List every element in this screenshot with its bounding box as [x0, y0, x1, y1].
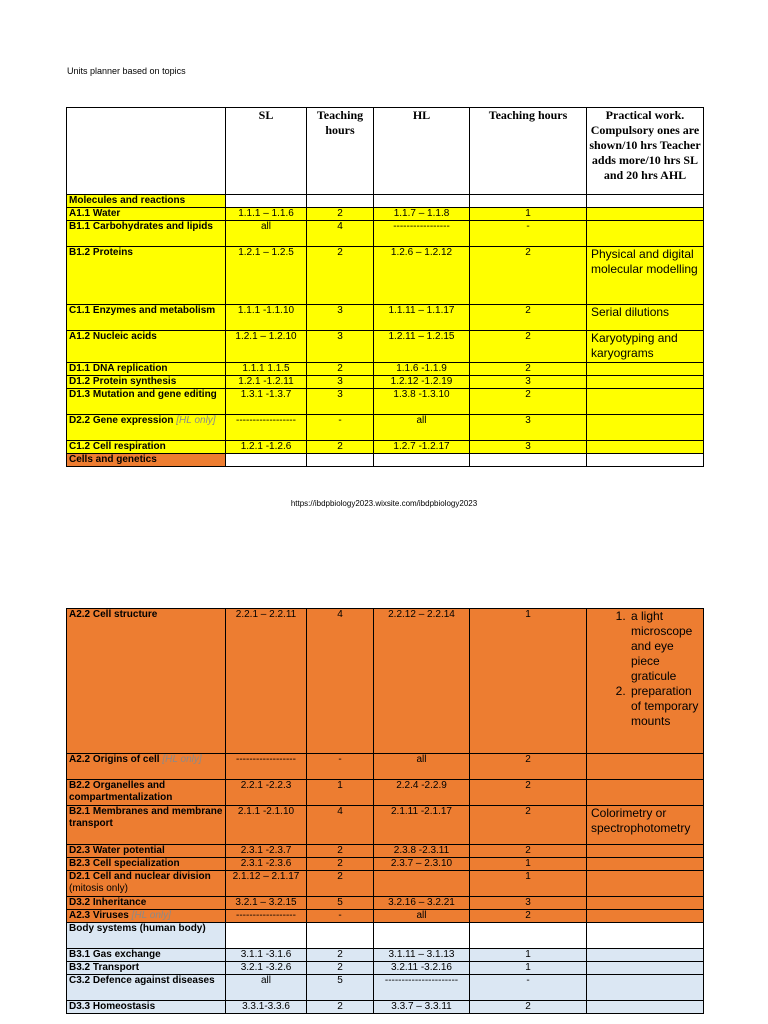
table-row	[67, 845, 704, 858]
hl-hours-cell: 2	[470, 305, 587, 331]
topic-label: D3.3 Homeostasis	[69, 1001, 156, 1012]
topic-label: D2.1 Cell and nuclear division	[69, 871, 211, 882]
section-title: Molecules and reactions	[67, 195, 226, 208]
table-row	[67, 609, 704, 754]
header-sl: SL	[226, 108, 307, 195]
hl-hours-cell: 2	[470, 389, 587, 415]
topic-cell	[67, 962, 226, 975]
units-table-1	[66, 107, 704, 467]
header-topic	[67, 108, 226, 195]
table-row	[67, 305, 704, 331]
table-row	[67, 389, 704, 415]
mitosis-note: (mitosis only)	[69, 883, 128, 894]
sl-range-cell: 1.3.1 -1.3.7	[226, 389, 307, 415]
practical-cell	[587, 754, 704, 780]
table-row	[67, 415, 704, 441]
topic-label: B2.3 Cell specialization	[69, 858, 180, 869]
hl-range-cell: 1.1.6 -1.1.9	[374, 363, 470, 376]
units-table-2	[66, 608, 704, 1014]
hl-range-cell	[374, 871, 470, 897]
section-row	[67, 923, 704, 949]
topic-label: C1.2 Cell respiration	[69, 441, 166, 452]
practical-item: 1. a light microscope and eye piece graticule	[629, 609, 701, 684]
sl-range-cell: 2.1.12 – 2.1.17	[226, 871, 307, 897]
sl-hours-cell: 4	[307, 221, 374, 247]
sl-hours-cell: 3	[307, 331, 374, 363]
topic-cell	[67, 609, 226, 754]
hl-hours-cell: 1	[470, 949, 587, 962]
topic-label: A1.2 Nucleic acids	[69, 331, 157, 342]
table-row	[67, 1001, 704, 1014]
topic-cell	[67, 331, 226, 363]
topic-cell	[67, 806, 226, 845]
hl-range-cell: all	[374, 910, 470, 923]
hl-range-cell: 2.1.11 -2.1.17	[374, 806, 470, 845]
section-title: Body systems (human body)	[67, 923, 226, 949]
sl-hours-cell: 2	[307, 247, 374, 305]
table-row	[67, 363, 704, 376]
sl-hours-cell: -	[307, 415, 374, 441]
table-row	[67, 975, 704, 1001]
hl-hours-cell: -	[470, 221, 587, 247]
practical-cell: Serial dilutions	[587, 305, 704, 331]
sl-range-cell: 1.2.1 – 1.2.5	[226, 247, 307, 305]
hl-hours-cell: 3	[470, 897, 587, 910]
sl-range-cell: 3.1.1 -3.1.6	[226, 949, 307, 962]
hl-hours-cell: 2	[470, 845, 587, 858]
hl-range-cell: 3.2.16 – 3.2.21	[374, 897, 470, 910]
header-hl: HL	[374, 108, 470, 195]
footer-url: https://ibdpbiology2023.wixsite.com/ibdpbiology2023	[290, 499, 478, 508]
sl-hours-cell: 1	[307, 780, 374, 806]
sl-range-cell: ------------------	[226, 415, 307, 441]
hl-range-cell: 1.2.11 – 1.2.15	[374, 331, 470, 363]
practical-cell	[587, 780, 704, 806]
sl-range-cell: 1.1.1 -1.1.10	[226, 305, 307, 331]
hl-range-cell: 2.3.7 – 2.3.10	[374, 858, 470, 871]
topic-cell	[67, 376, 226, 389]
sl-hours-cell: 2	[307, 858, 374, 871]
hl-range-cell: 3.3.7 – 3.3.11	[374, 1001, 470, 1014]
sl-range-cell: ------------------	[226, 754, 307, 780]
table-row	[67, 897, 704, 910]
sl-hours-cell: 2	[307, 962, 374, 975]
hl-hours-cell: 1	[470, 609, 587, 754]
practical-cell: Colorimetry or spectrophotometry	[587, 806, 704, 845]
sl-hours-cell: 2	[307, 441, 374, 454]
topic-label: A1.1 Water	[69, 208, 121, 219]
sl-range-cell: 3.2.1 -3.2.6	[226, 962, 307, 975]
practical-cell	[587, 975, 704, 1001]
table-row	[67, 208, 704, 221]
hl-range-cell: 2.3.8 -2.3.11	[374, 845, 470, 858]
topic-label: C1.1 Enzymes and metabolism	[69, 305, 216, 316]
topic-label: D3.2 Inheritance	[69, 897, 147, 908]
header-teaching-hours-sl: Teaching hours	[307, 108, 374, 195]
sl-range-cell: 2.2.1 – 2.2.11	[226, 609, 307, 754]
topic-cell	[67, 208, 226, 221]
sl-hours-cell: 3	[307, 305, 374, 331]
hl-hours-cell: 1	[470, 962, 587, 975]
sl-hours-cell: 3	[307, 376, 374, 389]
section-row	[67, 195, 704, 208]
sl-hours-cell: 2	[307, 845, 374, 858]
sl-hours-cell: 5	[307, 975, 374, 1001]
table-row	[67, 871, 704, 897]
hl-hours-cell: 3	[470, 376, 587, 389]
hl-range-cell: 1.1.7 – 1.1.8	[374, 208, 470, 221]
topic-label: B3.2 Transport	[69, 962, 140, 973]
practical-cell	[587, 389, 704, 415]
hl-range-cell: 3.1.11 – 3.1.13	[374, 949, 470, 962]
hl-hours-cell: 2	[470, 247, 587, 305]
sl-hours-cell: 5	[307, 897, 374, 910]
topic-cell	[67, 858, 226, 871]
hl-hours-cell: 2	[470, 1001, 587, 1014]
sl-range-cell: 1.2.1 -1.2.6	[226, 441, 307, 454]
hl-range-cell: all	[374, 754, 470, 780]
topic-label: D2.3 Water potential	[69, 845, 165, 856]
topic-label: B2.1 Membranes and membrane transport	[69, 806, 223, 829]
topic-cell	[67, 780, 226, 806]
table-row	[67, 806, 704, 845]
table-row	[67, 331, 704, 363]
hl-hours-cell: 2	[470, 910, 587, 923]
topic-label: D1.1 DNA replication	[69, 363, 168, 374]
topic-cell	[67, 975, 226, 1001]
hl-range-cell: 1.1.11 – 1.1.17	[374, 305, 470, 331]
sl-hours-cell: 4	[307, 609, 374, 754]
practical-cell	[587, 949, 704, 962]
practical-cell	[587, 415, 704, 441]
hl-hours-cell: 3	[470, 415, 587, 441]
sl-range-cell: all	[226, 221, 307, 247]
hl-hours-cell: 2	[470, 780, 587, 806]
topic-cell	[67, 305, 226, 331]
sl-hours-cell: 2	[307, 363, 374, 376]
hl-hours-cell: 1	[470, 871, 587, 897]
sl-range-cell: 1.1.1 – 1.1.6	[226, 208, 307, 221]
topic-label: D1.3 Mutation and gene editing	[69, 389, 217, 400]
topic-cell	[67, 1001, 226, 1014]
hl-only-note: [HL only]	[131, 910, 171, 921]
sl-hours-cell: -	[307, 910, 374, 923]
practical-cell	[587, 208, 704, 221]
sl-range-cell: 2.1.1 -2.1.10	[226, 806, 307, 845]
topic-label: A2.3 Viruses	[69, 910, 129, 921]
table-row	[67, 910, 704, 923]
topic-cell	[67, 441, 226, 454]
hl-range-cell: 1.2.6 – 1.2.12	[374, 247, 470, 305]
sl-range-cell: 1.1.1 1.1.5	[226, 363, 307, 376]
topic-cell	[67, 221, 226, 247]
sl-hours-cell: 2	[307, 871, 374, 897]
sl-hours-cell: 2	[307, 1001, 374, 1014]
hl-range-cell: ----------------------	[374, 975, 470, 1001]
section-title: Cells and genetics	[67, 454, 226, 467]
practical-cell	[587, 363, 704, 376]
topic-cell	[67, 363, 226, 376]
topic-label: B1.1 Carbohydrates and lipids	[69, 221, 213, 232]
topic-cell	[67, 389, 226, 415]
topic-cell	[67, 754, 226, 780]
topic-cell	[67, 247, 226, 305]
sl-range-cell: ------------------	[226, 910, 307, 923]
topic-label: D2.2 Gene expression	[69, 415, 174, 426]
sl-range-cell: all	[226, 975, 307, 1001]
practical-item: 2. preparation of temporary mounts	[629, 684, 701, 729]
hl-hours-cell: 1	[470, 208, 587, 221]
practical-cell	[587, 962, 704, 975]
practical-cell	[587, 441, 704, 454]
sl-range-cell: 2.3.1 -2.3.7	[226, 845, 307, 858]
practical-cell	[587, 858, 704, 871]
sl-hours-cell: 4	[307, 806, 374, 845]
topic-label: A2.2 Cell structure	[69, 609, 158, 620]
topic-cell	[67, 897, 226, 910]
table-row	[67, 962, 704, 975]
sl-range-cell: 1.2.1 -1.2.11	[226, 376, 307, 389]
practical-cell	[587, 910, 704, 923]
practical-cell	[587, 845, 704, 858]
topic-cell	[67, 845, 226, 858]
header-practical-work: Practical work. Compulsory ones are shown/10 hrs Teacher adds more/10 hrs SL and 20 hrs AHL	[587, 108, 704, 195]
hl-range-cell: 1.2.12 -1.2.19	[374, 376, 470, 389]
hl-range-cell: 1.3.8 -1.3.10	[374, 389, 470, 415]
hl-only-note: [HL only]	[176, 415, 216, 426]
topic-cell	[67, 949, 226, 962]
topic-label: B1.2 Proteins	[69, 247, 133, 258]
practical-cell	[587, 1001, 704, 1014]
table-row	[67, 949, 704, 962]
hl-hours-cell: 3	[470, 441, 587, 454]
page-caption: Units planner based on topics	[67, 66, 186, 76]
practical-cell	[587, 871, 704, 897]
hl-range-cell: 3.2.11 -3.2.16	[374, 962, 470, 975]
topic-label: C3.2 Defence against diseases	[69, 975, 215, 986]
table-row	[67, 247, 704, 305]
table-row	[67, 376, 704, 389]
topic-label: B2.2 Organelles and compartmentalization	[69, 780, 173, 803]
topic-label: A2.2 Origins of cell	[69, 754, 160, 765]
table-row	[67, 780, 704, 806]
sl-range-cell: 1.2.1 – 1.2.10	[226, 331, 307, 363]
practical-cell	[587, 609, 704, 754]
topic-cell	[67, 415, 226, 441]
section-row	[67, 454, 704, 467]
sl-hours-cell: 2	[307, 208, 374, 221]
hl-range-cell: 1.2.7 -1.2.17	[374, 441, 470, 454]
hl-hours-cell: 2	[470, 331, 587, 363]
hl-range-cell: 2.2.4 -2.2.9	[374, 780, 470, 806]
sl-range-cell: 2.3.1 -2.3.6	[226, 858, 307, 871]
hl-hours-cell: -	[470, 975, 587, 1001]
practical-cell: Physical and digital molecular modelling	[587, 247, 704, 305]
practical-cell: Karyotyping and karyograms	[587, 331, 704, 363]
hl-range-cell: all	[374, 415, 470, 441]
hl-hours-cell: 1	[470, 858, 587, 871]
table-row	[67, 754, 704, 780]
header-row	[67, 108, 704, 195]
practical-cell	[587, 221, 704, 247]
hl-hours-cell: 2	[470, 363, 587, 376]
topic-cell	[67, 871, 226, 897]
topic-cell	[67, 910, 226, 923]
sl-range-cell: 2.2.1 -2.2.3	[226, 780, 307, 806]
hl-hours-cell: 2	[470, 754, 587, 780]
sl-hours-cell: 3	[307, 389, 374, 415]
sl-hours-cell: 2	[307, 949, 374, 962]
practical-cell	[587, 376, 704, 389]
table-row	[67, 858, 704, 871]
sl-hours-cell: -	[307, 754, 374, 780]
sl-range-cell: 3.2.1 – 3.2.15	[226, 897, 307, 910]
topic-label: D1.2 Protein synthesis	[69, 376, 177, 387]
practical-cell	[587, 897, 704, 910]
sl-range-cell: 3.3.1-3.3.6	[226, 1001, 307, 1014]
topic-label: B3.1 Gas exchange	[69, 949, 161, 960]
header-teaching-hours-hl: Teaching hours	[470, 108, 587, 195]
table-row	[67, 441, 704, 454]
hl-hours-cell: 2	[470, 806, 587, 845]
table-row	[67, 221, 704, 247]
hl-range-cell: 2.2.12 – 2.2.14	[374, 609, 470, 754]
practical-list	[591, 609, 701, 729]
hl-range-cell: -----------------	[374, 221, 470, 247]
hl-only-note: [HL only]	[162, 754, 202, 765]
